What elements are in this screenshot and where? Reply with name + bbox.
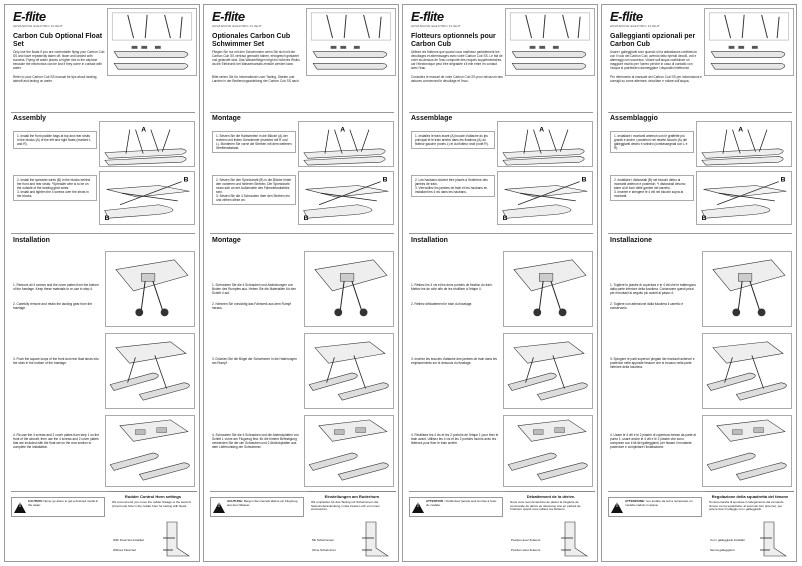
install-step: 2. Togliere con attenzione dalla fusoliera il carrello e conservarlo. xyxy=(610,302,684,310)
section-divider xyxy=(608,112,792,113)
brand-tagline: ADVANCING ELECTRIC FLIGHT xyxy=(610,24,660,28)
brand-logo: E-flite xyxy=(13,9,46,24)
rudder-horn-illustration xyxy=(561,518,591,560)
intro-reference: Per riferimento al manuale del Carbon Cub SS per informazioni e consigli su come atterrare, decollare e rullare sull'acqua. xyxy=(610,75,702,83)
float-parts-illustration xyxy=(704,8,794,76)
install-illustration-2 xyxy=(702,333,792,409)
section-divider xyxy=(210,112,394,113)
assembly-heading: Assemblaggio xyxy=(610,115,658,122)
intro-reference: Refer to your Carbon Cub SS manual for tips about landing, takeoff and taxiing on water. xyxy=(13,75,98,83)
rudder-label-without: Without Float Set xyxy=(113,548,137,552)
brand-logo: E-flite xyxy=(610,9,643,24)
assembly-step: 1. Installez le train avant (A) boucle d'attache du jeu principal et le train arrière dans les fixations (A) du flotteur gauche (notés L) et du flotteur droit (noté R). xyxy=(411,131,495,149)
install-step: 2. Retirez délicatement le train du fuselage. xyxy=(411,302,473,306)
installation-heading: Installation xyxy=(411,237,448,244)
assembly-step: 2. Les haubans doivent être placés à l'extérieur des jambes de train. 3. Vérrouillez les jambes de train et les haubans en installant les 4 vis dans les haubans. xyxy=(411,175,495,197)
assembly-step: 2. Installare i distanziali (B) nei blocchi dietro ai montanti anteriori e posteriori. *I distanziali devono stare al di fuori delle gambe del carrello. 3. Inserire e stringere le 4 viti nei blocchi sopra ai montanti. xyxy=(610,175,694,201)
install-illustration-1 xyxy=(503,251,593,327)
install-step: 3. Spingere le parti superiori piegate dei montanti anteriori e posteriori nelle apposite fessure che si trovano nella parte inferiore della fusoliera. xyxy=(610,357,695,369)
section-divider xyxy=(11,112,195,113)
rudder-horn-illustration xyxy=(362,518,392,560)
float-parts-illustration xyxy=(505,8,595,76)
section-divider xyxy=(11,233,195,234)
install-step: 1. Togliere le piastre di copertura e le 4 viti che le trattengono dalla parte inferiore della fusoliera. Conservare questi pezzi per rimontarli al seguito più avanti al passo 4. xyxy=(610,283,697,295)
installation-heading: Installation xyxy=(13,237,50,244)
rudder-heading: Débattement de la dérive. xyxy=(526,494,576,499)
rudder-description: We recommend you move the rudder linkage to the second (innermost) hole in the rudder horn for taxiing with floats. xyxy=(112,500,191,508)
caution-text: N'effectuez jamais seul la mise à l'eau du modèle. xyxy=(426,499,497,507)
install-illustration-2 xyxy=(304,333,394,409)
assembly-illustration-1 xyxy=(696,121,792,167)
assembly-heading: Assembly xyxy=(13,115,47,122)
callout-a: A xyxy=(340,126,346,134)
manual-page xyxy=(402,4,598,562)
brand-tagline: ADVANCING ELECTRIC FLIGHT xyxy=(13,24,63,28)
install-illustration-1 xyxy=(304,251,394,327)
caution-notice: ! CAUTION: Never go alone to get a downed model in the water. xyxy=(11,497,105,517)
install-step: 2. Carefully remove and retain the landing gear from the fuselage. xyxy=(13,302,93,310)
install-step: 4. Re-use the 4 screws and 2 cover plates from step 1 on the front of the aircraft, then use the 4 screws and 2 cover plates that are included with the float set on the rear section to complete the installation. xyxy=(13,433,100,449)
rudder-horn-illustration xyxy=(163,518,193,560)
assembly-illustration-2 xyxy=(497,171,593,225)
page-title: Carbon Cub Optional Float Set xyxy=(13,33,103,48)
callout-a: A xyxy=(539,126,545,134)
callout-b: B xyxy=(183,176,189,184)
rudder-label-with: Position avec flotteurs xyxy=(511,538,541,542)
install-step: 2. Nehmen Sie vorsichtig das Fahrwerk aus dem Rumpf heraus. xyxy=(212,302,292,310)
assembly-illustration-1 xyxy=(298,121,394,167)
page-title: Flotteurs optionnels pour Carbon Cub xyxy=(411,33,496,48)
callout-b: B xyxy=(303,215,309,223)
page-title: Galleggianti opzionali per Carbon Cub xyxy=(610,33,696,48)
section-divider xyxy=(409,112,593,113)
manual-page xyxy=(203,4,399,562)
callout-a: A xyxy=(141,126,147,134)
install-step: 3. Insérez les boucles d'attache des jambes de train dans les emplacements sur le dessous du fuselage. xyxy=(411,357,498,365)
callout-b: B xyxy=(104,215,110,223)
rudder-horn-panel xyxy=(109,491,197,561)
installation-heading: Installazione xyxy=(610,237,653,244)
section-divider xyxy=(608,233,792,234)
caution-label: CAUTION: xyxy=(28,499,43,503)
install-step: 4. Usare le 4 viti e le 2 piastre di copertura messe da parte al punto 1, usare anche le 4 viti e le 2 piastre che sono comprese con il kit dei galleggianti, per fissare il montante posteriore e completare l'installazione. xyxy=(610,433,696,449)
assembly-illustration-1 xyxy=(497,121,593,167)
rudder-heading: Rudder Control Horn settings xyxy=(124,494,182,499)
rudder-horn-panel xyxy=(507,491,595,561)
manual-page xyxy=(601,4,797,562)
rudder-label-without: Ohne Schwimmer xyxy=(312,548,336,552)
rudder-label-without: Position sans flotteurs xyxy=(511,548,541,552)
installation-heading: Montage xyxy=(212,237,241,244)
callout-b: B xyxy=(780,176,786,184)
callout-b: B xyxy=(581,176,587,184)
rudder-label-with: With Float Set Installed xyxy=(113,538,144,542)
rudder-horn-panel xyxy=(706,491,794,561)
install-step: 1. Schrauben Sie die 4 Schrauben und Abdeckungen von Boden des Rumpfes aus. Heben Sie die Materialien für den Schritt 4 auf. xyxy=(212,283,296,295)
intro-paragraph: Only use the floats if you are comfortable flying your Carbon Cub SS and have repeatedly taken off, flown and landed with success. Flying off water places a higher risk to the airplane because the electronics can be lost if they come in contact with water. xyxy=(13,50,105,70)
brand-tagline: ADVANCING ELECTRIC FLIGHT xyxy=(212,24,262,28)
caution-notice: ! ATTENTION : N'effectuez jamais seul la mise à l'eau du modèle. xyxy=(409,497,503,517)
rudder-heading: Regolazione della squadretta del timone xyxy=(711,494,789,499)
assembly-illustration-1 xyxy=(99,121,195,167)
rudder-description: Si raccomanda di spostare il collegamento del comando timone con la squadretta, al secondo foro (interno), per potere fare il rullaggio con i galleggianti. xyxy=(709,500,784,512)
assembly-illustration-2 xyxy=(298,171,394,225)
brand-logo: E-flite xyxy=(411,9,444,24)
assembly-step: 1. Installare i montanti anteriori con le graffette più grandi e anche i posteriori nei relativi blocchi (A) dei galleggianti destro e sinistro (contrassegnati con L e R). xyxy=(610,131,694,153)
install-illustration-3 xyxy=(304,415,394,487)
install-step: 1. Retirez les 4 vis et les deux portoirs de fixation du train. Mettez les de côté afin de les réutiliser à l'étape 4. xyxy=(411,283,493,291)
caution-label: ATTENTION : xyxy=(426,499,445,503)
rudder-label-without: Senza galleggianti xyxy=(710,548,735,552)
manual-page xyxy=(4,4,200,562)
brand-tagline: ADVANCING ELECTRIC FLIGHT xyxy=(411,24,461,28)
caution-text: Never go alone to get a downed model in the water. xyxy=(28,499,99,507)
caution-text: Bergen Sie niemals alleine ein Flugzeug aus dem Wasser. xyxy=(227,499,298,507)
caution-text: non andare da soli a recuperare un modello caduto in acqua. xyxy=(625,499,693,507)
rudder-label-with: Mit Schwimmern xyxy=(312,538,335,542)
install-illustration-3 xyxy=(503,415,593,487)
page-title: Optionales Carbon Cub Schwimmer Set xyxy=(212,33,291,48)
intro-paragraph: Utilisez les flotteurs que quand vous maîtrisez parfaitement les décollages et atterrissages avec votre Carbon Cub SS. Le fait de voler au-dessus de l'eau comporte des risques supplémentaires, car l'électronique peut être dégradée s'il elle entre en contact avec l'eau. xyxy=(411,50,503,70)
rudder-heading: Einstellungen am Ruderhorn xyxy=(324,494,380,499)
intro-reference: Bitte sehen Sie für Informationen zum Taxiing, Starten und Landen in der Bedienungsanleitung der Carbon Cub SS nach. xyxy=(212,75,300,83)
caution-label: ACHTUNG: xyxy=(227,499,243,503)
brand-logo: E-flite xyxy=(212,9,245,24)
callout-b: B xyxy=(382,176,388,184)
intro-paragraph: Fliegen Sie nur mit den Schwimmern wenn Sie sich mit der Carbon Cub SS vertraut gemacht haben, erfolgreich gestartet und gelandet sind. Das Wasserfliegen birgt ein höheres Risiko da die Elektronik bei Wasserkontakt zerstört werden kann. xyxy=(212,50,300,66)
install-step: 4. Réutilisez les 4 vis et les 2 portoirs de l'étape 1 pour fixer le train avant. Utilisez les 4 vis et les 2 portoirs fournis avec les flotteurs pour fixer le train arrière. xyxy=(411,433,499,445)
assembly-step: 2. Install the spreader wires (B) in the blocks behind the front and rear struts. *Spreader wire is to be on the outside of the landing gear wires. 3. Install and tighten the 4 screws over the struts in the blocks. xyxy=(13,175,97,201)
install-illustration-1 xyxy=(105,251,195,327)
assembly-heading: Assemblage xyxy=(411,115,453,122)
float-parts-illustration xyxy=(107,8,197,76)
install-step: 3. Push the square loops of the front and rear float struts into the slots in the bottom of the fuselage. xyxy=(13,357,99,365)
assembly-step: 1. Setzen Sie die Halbstreben in die Blöcke (A) der rechten und linken Schwimmer (markiert mit R und L). Montieren Sie vorne die Streben mit dem weiteren Streifenabstand. xyxy=(212,131,296,153)
intro-reference: Consultez le manuel de votre Carbon Cub SS pour découvrir des astuces concernant le décollage et l'eau. xyxy=(411,75,503,83)
rudder-description: Nous vous recommandons de placer la tringlerie de commande de dérive au deuxième trou en partant de l'intérieur quand vous utilisez les flotteurs. xyxy=(510,500,581,512)
callout-b: B xyxy=(701,215,707,223)
install-step: 3. Drücken Sie die Bügel der Schwimmer in die Halterungen am Rumpf. xyxy=(212,357,297,365)
install-illustration-1 xyxy=(702,251,792,327)
assembly-illustration-2 xyxy=(696,171,792,225)
callout-a: A xyxy=(738,126,744,134)
caution-label: ATTENZIONE: xyxy=(625,499,645,503)
install-illustration-2 xyxy=(503,333,593,409)
rudder-description: Wir empfehlen für das Taxiing mit Schwimmern die Seitenruderanlenkung in das zweite Loch von innen einzusetzen. xyxy=(311,500,380,512)
rudder-horn-panel xyxy=(308,491,396,561)
caution-notice: ! ACHTUNG: Bergen Sie niemals alleine ein Flugzeug aus dem Wasser. xyxy=(210,497,304,517)
section-divider xyxy=(210,233,394,234)
intro-paragraph: Usare i galleggianti solo quando si ha abbastanza confidenza con il volo del Carbon Cub, avendo fatto ripetuti decolli, voli e atterraggi con successo. Volare sull'acqua costituisce un maggiore rischio per l'aereo perché in caso di contatto con l'acqua si potrebbero danneggiare i dispositivi elettronici. xyxy=(610,50,697,70)
caution-notice: ! ATTENZIONE: non andare da soli a recuperare un modello caduto in acqua. xyxy=(608,497,702,517)
rudder-horn-illustration xyxy=(760,518,790,560)
install-step: 4. Schrauben Sie die 4 Schrauben und die Abdeckplatten von Schritt 1 vorne am Flugzeug fest. für die hintere Befestigung verwenden Sie die vier Schrauben und 2 Abdeckplatten aus dem Lieferumfang der Schwimmer. xyxy=(212,433,299,449)
rudder-label-with: Con i galleggianti installati xyxy=(710,538,745,542)
install-illustration-3 xyxy=(105,415,195,487)
float-parts-illustration xyxy=(306,8,396,76)
assembly-heading: Montage xyxy=(212,115,241,122)
install-illustration-3 xyxy=(702,415,792,487)
install-step: 1. Remove all 4 screws and the cover plates from the bottom of the fuselage. Keep these materials to re-use in step 4. xyxy=(13,283,99,291)
assembly-step: 2. Setzen Sie den Spreizdraht (B) in die Blöcke hinter den vorderen und hinteren Streben. Der Spreizdraht muss sich an der Außenseite des Fahrwerksdrahtes sein. 3. Setzen Sie die 4 Schrauben über den Streben ein und ziehen diese an. xyxy=(212,175,296,205)
assembly-illustration-2 xyxy=(99,171,195,225)
assembly-step: 1. Install the front paddle bags at top and rear struts in the blocks (A) of the left and right floats (marked L and R). xyxy=(13,131,97,149)
section-divider xyxy=(409,233,593,234)
install-illustration-2 xyxy=(105,333,195,409)
callout-b: B xyxy=(502,215,508,223)
